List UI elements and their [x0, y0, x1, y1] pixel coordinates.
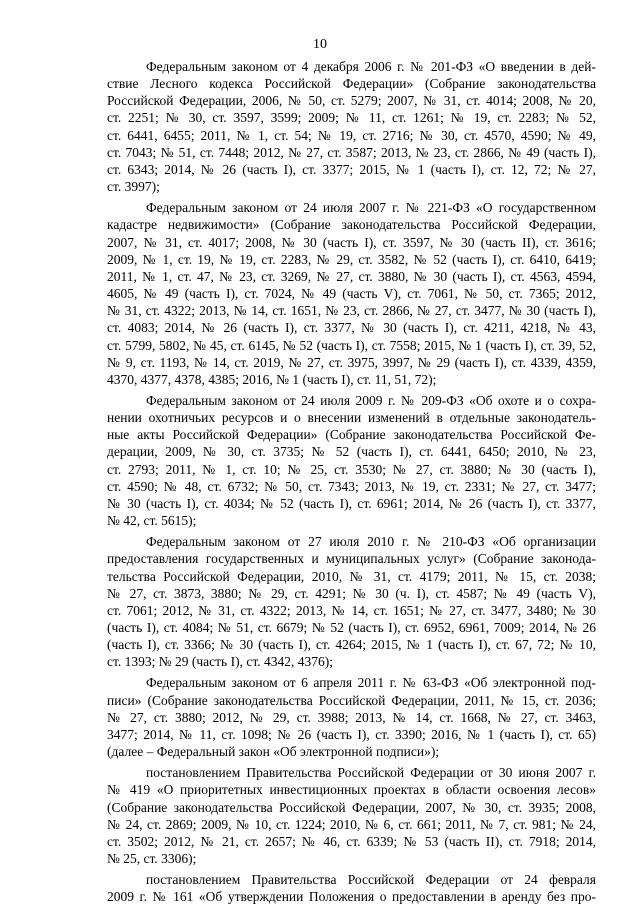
paragraph-line: ст. 1393; № 29 (часть I), ст. 4342, 4376);	[107, 654, 333, 670]
paragraph-line: № 27, ст. 3873, 3880; № 29, ст. 4291; № 30 (ч. I), ст. 4587; № 49 (часть V),	[107, 585, 596, 601]
paragraph-line: Федеральным законом от 6 апреля 2011 г. № 63-ФЗ «Об электронной под-	[146, 675, 596, 691]
paragraph-line: постановлением Правительства Российской Федерации от 30 июня 2007 г.	[146, 765, 596, 781]
paragraph	[107, 764, 596, 867]
paragraph-line: № 42, ст. 5615);	[107, 513, 197, 529]
paragraph-line: № 419 «О приоритетных инвестиционных проектах в области освоения лесов»	[107, 782, 596, 798]
paragraph	[107, 533, 596, 670]
paragraph	[107, 871, 596, 905]
paragraph-line: ст. 3997);	[107, 179, 160, 195]
paragraph-line: дерации, 2009, № 30, ст. 3735; № 52 (часть I), ст. 6441, 6450; 2010, № 23,	[107, 444, 596, 460]
paragraph-line: ст. 4590; № 48, ст. 6732; № 50, ст. 7343; 2013, № 19, ст. 2331; № 27, ст. 3477;	[107, 478, 596, 494]
paragraph	[107, 674, 596, 760]
paragraph	[107, 199, 596, 388]
paragraph-line: тельства Российской Федерации, 2010, № 31, ст. 4179; 2011, № 15, ст. 2038;	[107, 568, 596, 584]
paragraph-line: № 27, ст. 3880; 2012, № 29, ст. 3988; 2013, № 14, ст. 1668, № 27, ст. 3463,	[107, 709, 596, 725]
paragraph-line: (часть I), ст. 3366; № 30 (часть I), ст. 4264; 2015, № 1 (часть I), ст. 67, 72; № 10,	[107, 637, 596, 653]
paragraph-line: (Собрание законодательства Российской Федерации, 2007, № 30, ст. 3935; 2008,	[107, 799, 596, 815]
paragraph-line: № 25, ст. 3306);	[107, 851, 197, 867]
paragraph-line: № 9, ст. 1193, № 14, ст. 2019, № 27, ст. 3975, 3997, № 29 (часть I), ст. 4339, 4359,	[107, 354, 596, 370]
paragraph-line: ст. 6343; 2014, № 26 (часть I), ст. 3377; 2015, № 1 (часть I), ст. 12, 72; № 27,	[107, 161, 596, 177]
paragraph-line: писи» (Собрание законодательства Российской Федерации, 2011, № 15, ст. 2036;	[107, 692, 596, 708]
paragraph-line: ные акты Российской Федерации» (Собрание законодательства Российской Фе-	[107, 427, 596, 443]
document-body	[107, 58, 596, 906]
paragraph-line: ст. 5799, 5802, № 45, ст. 6145, № 52 (часть I), ст. 7558; 2015, № 1 (часть I), ст. 39, 52,	[107, 337, 596, 353]
paragraph-line: ст. 3502; 2012, № 21, ст. 2657; № 46, ст. 6339; № 53 (часть II), ст. 7918; 2014,	[107, 833, 596, 849]
paragraph-line: № 24, ст. 2869; 2009, № 10, ст. 1224; 2010, № 6, ст. 661; 2011, № 7, ст. 981; № 24,	[107, 816, 596, 832]
paragraph-line: ст. 7043; № 51, ст. 7448; 2012, № 27, ст. 3587; 2013, № 23, ст. 2866, № 49 (часть I),	[107, 144, 596, 160]
paragraph-line: (далее – Федеральный закон «Об электронной подписи»);	[107, 744, 440, 760]
paragraph-line: кадастре недвижимости» (Собрание законодательства Российской Федерации,	[107, 217, 596, 233]
paragraph-line: ст. 2251; № 30, ст. 3597, 3599; 2009; № 11, ст. 1261; № 19, ст. 2283; № 52,	[107, 110, 596, 126]
paragraph-line: 2009, № 1, ст. 19, № 19, ст. 2283, № 29, ст. 3582, № 52 (часть I), ст. 6410, 6419;	[107, 251, 596, 267]
paragraph-line: № 31, ст. 4322; 2013, № 14, ст. 1651, № 23, ст. 2866, № 27, ст. 3477, № 30 (часть I),	[107, 303, 596, 319]
paragraph-line: 4605, № 49 (часть I), ст. 7024, № 49 (часть V), ст. 7061, № 50, ст. 7365; 2012,	[107, 286, 596, 302]
paragraph-line: постановлением Правительства Российской Федерации от 24 февраля	[146, 872, 596, 888]
paragraph-line: 2011, № 1, ст. 47, № 23, ст. 3269, № 27, ст. 3880, № 30 (часть I), ст. 4563, 4594,	[107, 268, 596, 284]
paragraph-line: ствие Лесного кодекса Российской Федерации» (Собрание законодательства	[107, 76, 596, 92]
paragraph-line: Федеральным законом от 27 июля 2010 г. № 210-ФЗ «Об организации	[146, 534, 596, 550]
paragraph-line: № 30 (часть I), ст. 4034; № 52 (часть I), ст. 6961; 2014, № 26 (часть I), ст. 3377,	[107, 495, 596, 511]
paragraph-line: Федеральным законом от 24 июля 2009 г. № 209-ФЗ «Об охоте и о сохра-	[146, 392, 596, 408]
paragraph-line: нении охотничьих ресурсов и о внесении изменений в отдельные законодатель-	[107, 410, 596, 426]
paragraph-line: Федеральным законом от 4 декабря 2006 г. № 201-ФЗ «О введении в дей-	[146, 59, 596, 74]
paragraph-line: 2007, № 31, ст. 4017; 2008, № 30 (часть I), ст. 3597, № 30 (часть II), ст. 3616;	[107, 234, 596, 250]
paragraph	[107, 392, 596, 529]
paragraph-line: 3477; 2014, № 11, ст. 1098; № 26 (часть I), ст. 3390; 2016, № 1 (часть I), ст. 65)	[107, 726, 596, 742]
paragraph-line: Российской Федерации, 2006, № 50, ст. 5279; 2007, № 31, ст. 4014; 2008, № 20,	[107, 93, 596, 109]
paragraph-line: Федеральным законом от 24 июля 2007 г. № 221-ФЗ «О государственном	[146, 200, 596, 216]
paragraph-line: 2009 г. № 161 «Об утверждении Положения о предоставлении в аренду без про-	[107, 889, 596, 905]
paragraph-line: ст. 2793; 2011, № 1, ст. 10; № 25, ст. 3530; № 27, ст. 3880; № 30 (часть I),	[107, 461, 596, 477]
paragraph-line: 4370, 4377, 4378, 4385; 2016, № 1 (часть I), ст. 11, 51, 72);	[107, 371, 437, 387]
page-number: 10	[313, 37, 327, 52]
paragraph-line: ст. 6441, 6455; 2011, № 1, ст. 54; № 19, ст. 2716; № 30, ст. 4570, 4590; № 49,	[107, 127, 596, 143]
paragraph-line: ст. 7061; 2012, № 31, ст. 4322; 2013, № 14, ст. 1651; № 27, ст. 3477, 3480; № 30	[107, 602, 596, 618]
paragraph-line: ст. 4083; 2014, № 26 (часть I), ст. 3377, № 30 (часть I), ст. 4211, 4218, № 43,	[107, 320, 596, 336]
paragraph-line: предоставления государственных и муниципальных услуг» (Собрание законода-	[107, 551, 596, 567]
paragraph	[107, 58, 596, 195]
paragraph-line: (часть I), ст. 4084; № 51, ст. 6679; № 52 (часть I), ст. 6952, 6961, 7009; 2014, № 26	[107, 620, 596, 635]
